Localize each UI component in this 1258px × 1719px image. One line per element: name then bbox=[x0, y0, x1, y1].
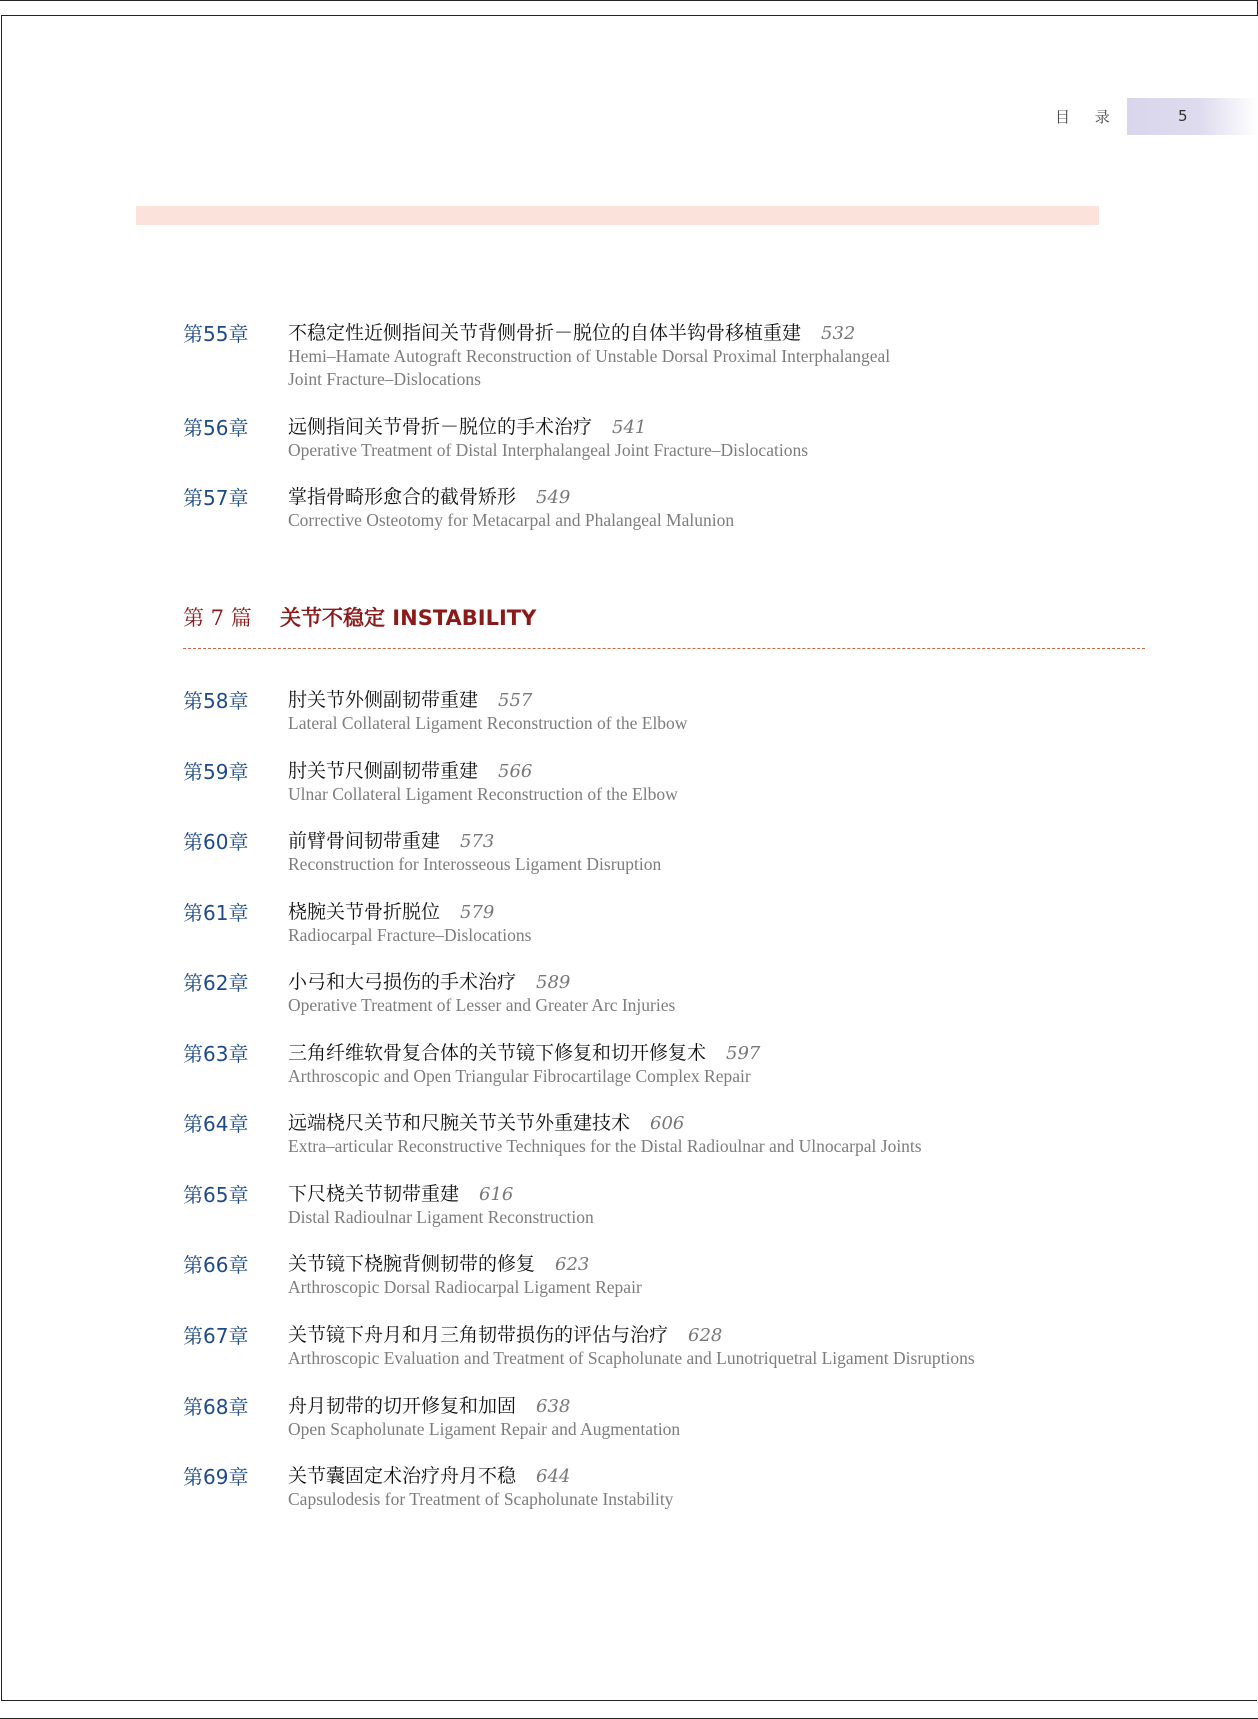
page-ref: 573 bbox=[460, 831, 495, 852]
chapter-title-en: Distal Radioulnar Ligament Reconstruction bbox=[288, 1207, 594, 1227]
chapter-number: 第56章 bbox=[183, 416, 249, 440]
page-number-tab bbox=[1127, 98, 1258, 135]
chapter-title-zh: 关节镜下舟月和月三角韧带损伤的评估与治疗 628 bbox=[288, 1324, 723, 1346]
page-number: 5 bbox=[1178, 107, 1188, 125]
chapter-title-en: Ulnar Collateral Ligament Reconstruction of the Elbow bbox=[288, 784, 678, 804]
chapter-number: 第57章 bbox=[183, 486, 249, 510]
page-ref: 589 bbox=[536, 972, 571, 993]
chapter-number: 第63章 bbox=[183, 1042, 249, 1066]
part-divider bbox=[183, 648, 1145, 649]
chapter-title-en: Arthroscopic and Open Triangular Fibrocartilage Complex Repair bbox=[288, 1066, 751, 1086]
part-number: 第 7 篇 bbox=[183, 606, 252, 630]
page-ref: 566 bbox=[498, 761, 533, 782]
page-ref: 628 bbox=[688, 1325, 723, 1346]
chapter-number: 第68章 bbox=[183, 1395, 249, 1419]
page-ref: 549 bbox=[536, 487, 571, 508]
chapter-title-zh: 关节囊固定术治疗舟月不稳 644 bbox=[288, 1465, 571, 1487]
page-ref: 616 bbox=[479, 1184, 514, 1205]
page-ref: 644 bbox=[536, 1466, 571, 1487]
chapter-title-en: Capsulodesis for Treatment of Scapholunate Instability bbox=[288, 1489, 674, 1509]
chapter-title-zh: 掌指骨畸形愈合的截骨矫形 549 bbox=[288, 486, 571, 508]
chapter-number: 第55章 bbox=[183, 322, 249, 346]
chapter-number: 第60章 bbox=[183, 830, 249, 854]
chapter-title-en: Reconstruction for Interosseous Ligament Disruption bbox=[288, 854, 662, 874]
page-top-border bbox=[0, 0, 1258, 1]
chapter-number: 第62章 bbox=[183, 971, 249, 995]
chapter-title-en: Corrective Osteotomy for Metacarpal and Phalangeal Malunion bbox=[288, 510, 735, 530]
chapter-title-zh: 肘关节外侧副韧带重建 557 bbox=[288, 689, 533, 711]
page-ref: 579 bbox=[460, 902, 495, 923]
chapter-title-en: Arthroscopic Evaluation and Treatment of Scapholunate and Lunotriquetral Ligament Disruptions bbox=[288, 1348, 975, 1368]
page-ref: 532 bbox=[821, 323, 856, 344]
chapter-title-en: Operative Treatment of Distal Interphalangeal Joint Fracture–Dislocations bbox=[288, 440, 809, 460]
page-ref: 623 bbox=[555, 1254, 590, 1275]
running-header: 目 录 bbox=[1055, 108, 1120, 126]
chapter-title-zh: 关节镜下桡腕背侧韧带的修复 623 bbox=[288, 1253, 590, 1275]
chapter-title-en: Extra–articular Reconstructive Techniques for the Distal Radioulnar and Ulnocarpal Joints bbox=[288, 1136, 922, 1156]
chapter-number: 第64章 bbox=[183, 1112, 249, 1136]
chapter-title-zh: 三角纤维软骨复合体的关节镜下修复和切开修复术 597 bbox=[288, 1042, 761, 1064]
chapter-title-zh: 前臂骨间韧带重建 573 bbox=[288, 830, 495, 852]
chapter-title-zh: 不稳定性近侧指间关节背侧骨折－脱位的自体半钩骨移植重建 532 bbox=[288, 322, 856, 344]
chapter-title-zh: 小弓和大弓损伤的手术治疗 589 bbox=[288, 971, 571, 993]
chapter-number: 第59章 bbox=[183, 760, 249, 784]
chapter-title-en: Open Scapholunate Ligament Repair and Augmentation bbox=[288, 1419, 681, 1439]
chapter-title-en: Radiocarpal Fracture–Dislocations bbox=[288, 925, 532, 945]
chapter-title-zh: 舟月韧带的切开修复和加固 638 bbox=[288, 1395, 571, 1417]
chapter-number: 第66章 bbox=[183, 1253, 249, 1277]
chapter-number: 第69章 bbox=[183, 1465, 249, 1489]
page-ref: 541 bbox=[612, 417, 647, 438]
page-ref: 597 bbox=[726, 1043, 761, 1064]
chapter-number: 第65章 bbox=[183, 1183, 249, 1207]
page-ref: 557 bbox=[498, 690, 533, 711]
decorative-band bbox=[136, 206, 1099, 225]
chapter-title-en: Hemi–Hamate Autograft Reconstruction of Unstable Dorsal Proximal Interphalangeal Joint Fracture–Dislocations bbox=[288, 346, 891, 389]
chapter-title-zh: 桡腕关节骨折脱位 579 bbox=[288, 901, 495, 923]
chapter-title-zh: 肘关节尺侧副韧带重建 566 bbox=[288, 760, 533, 782]
chapter-title-en: Lateral Collateral Ligament Reconstruction of the Elbow bbox=[288, 713, 688, 733]
chapter-title-en: Arthroscopic Dorsal Radiocarpal Ligament Repair bbox=[288, 1277, 642, 1297]
part-title: 关节不稳定 INSTABILITY bbox=[280, 606, 537, 630]
chapter-title-zh: 远侧指间关节骨折－脱位的手术治疗 541 bbox=[288, 416, 647, 438]
chapter-number: 第61章 bbox=[183, 901, 249, 925]
page-ref: 638 bbox=[536, 1396, 571, 1417]
chapter-title-zh: 远端桡尺关节和尺腕关节关节外重建技术 606 bbox=[288, 1112, 685, 1134]
chapter-number: 第67章 bbox=[183, 1324, 249, 1348]
chapter-number: 第58章 bbox=[183, 689, 249, 713]
chapter-title-zh: 下尺桡关节韧带重建 616 bbox=[288, 1183, 514, 1205]
page-ref: 606 bbox=[650, 1113, 685, 1134]
chapter-title-en: Operative Treatment of Lesser and Greater Arc Injuries bbox=[288, 995, 676, 1015]
